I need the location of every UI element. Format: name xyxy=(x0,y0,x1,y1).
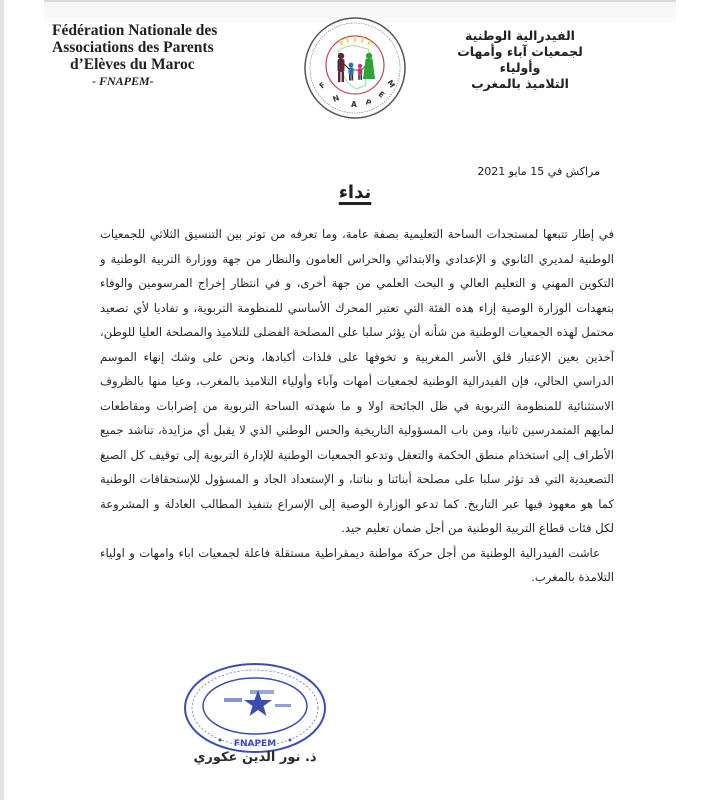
letterhead-french-line2: Associations des Parents xyxy=(52,39,214,56)
letterhead-arabic-line1: الفيدرالية الوطنية xyxy=(465,28,575,43)
svg-text:A: A xyxy=(351,100,357,109)
letterhead-french xyxy=(52,22,252,90)
svg-text:F: F xyxy=(317,80,328,91)
body-paragraph: في إطار تتبعها لمستجدات الساحة التعليمية بصفة عامة، وما تعرفه من توتر بين التنسيق الثلاثي للجمعيات الوطنية لمديري الثانوي و الإعدادي والابتدائي والحراس العامون والنظار من جهة ووزارة التربية الوطنية و التكوين المهني و التعليم العالي و البحث العلمي من جهة أخرى، و في انتظار إخراج المرسومين والوفاء بتعهدات الوزارة الوصية إزاء هذه الفئة التي تعتبر المحرك الأساسي للمنظومة التربوية، و تفاديا لأي تصعيد محتمل لهذه الجمعيات الوطنية من شأنه أن يؤثر سلبا على المصلحة الفضلى للتلاميذ والمصلحة العليا للوطن، آخذين بعين الإعتبار قلق الأسر المغربية و تخوفها على فلذات أكبادها، ونحن على وشك إنهاء الموسم الدراسي الحالي، فإن الفيدرالية الوطنية لجمعيات أمهات وآباء وأولياء التلاميذ بالمغرب، وعيا منها بالظروف الاستثنائية للمنظومة التربوية في ظل الجائحة اولا و ما شهدته الساحة التربوية من إضرابات ومقاطعات لمايهم المتمدرسين ثانيا، ومن باب المسؤولية التاريخية والحس الوطني الذي لا يقبل أي مزايدة، تناشد جميع الأطراف إلى استخذام منطق الحكمة والتعقل وتدعو الجمعيات الوطنية للإدارة التربوية إلى توقيف كل الصيغ التصعيدية التي قد تؤثر سلبا على مصلحة أبنائنا و بناتنا، و الإستعداد الجاد و المسؤول للإستحقاقات الوطنية كما هو معهود فيها عبر التاريخ. كما تدعو الوزارة الوصية إلى الإسراع بتنفيذ المطالب العادلة و المشروعة لكل فئات قطاع التربية الوطنية من أجل ضمان تعليم جيد. xyxy=(100,227,614,535)
document-body xyxy=(100,222,614,590)
official-stamp-icon xyxy=(180,660,330,760)
document-date: مراكش في 15 مايو 2021 xyxy=(477,165,600,178)
svg-text:FNAPEM: FNAPEM xyxy=(233,739,277,749)
svg-text:N: N xyxy=(331,93,341,104)
letterhead-arabic-line3: التلاميذ بالمغرب xyxy=(471,76,569,91)
letterhead-french-line1: Fédération Nationale des xyxy=(52,22,218,39)
svg-text:P: P xyxy=(364,97,373,108)
closing-paragraph: عاشت الفيدرالية الوطنية من أجل حركة مواطنة ديمقراطية مستقلة فاعلة لجمعيات اباء وامهات و اولياء التلامذة بالمغرب. xyxy=(100,545,614,584)
page-left-edge xyxy=(0,0,4,800)
letterhead-french-line3: d’Elèves du Maroc xyxy=(70,56,195,73)
svg-text:E: E xyxy=(376,89,387,100)
letterhead-arabic xyxy=(440,28,600,92)
document-title: نداء xyxy=(338,182,372,203)
svg-text:M: M xyxy=(385,78,397,90)
letterhead-arabic-line2: لجمعيات آباء وأمهات وأولياء xyxy=(457,44,583,75)
letterhead-french-acronym: - FNAPEM- xyxy=(92,74,154,88)
signatory-name: ذ. نور الدين عكوري xyxy=(193,750,317,765)
fnapem-family-logo-icon xyxy=(302,15,408,121)
